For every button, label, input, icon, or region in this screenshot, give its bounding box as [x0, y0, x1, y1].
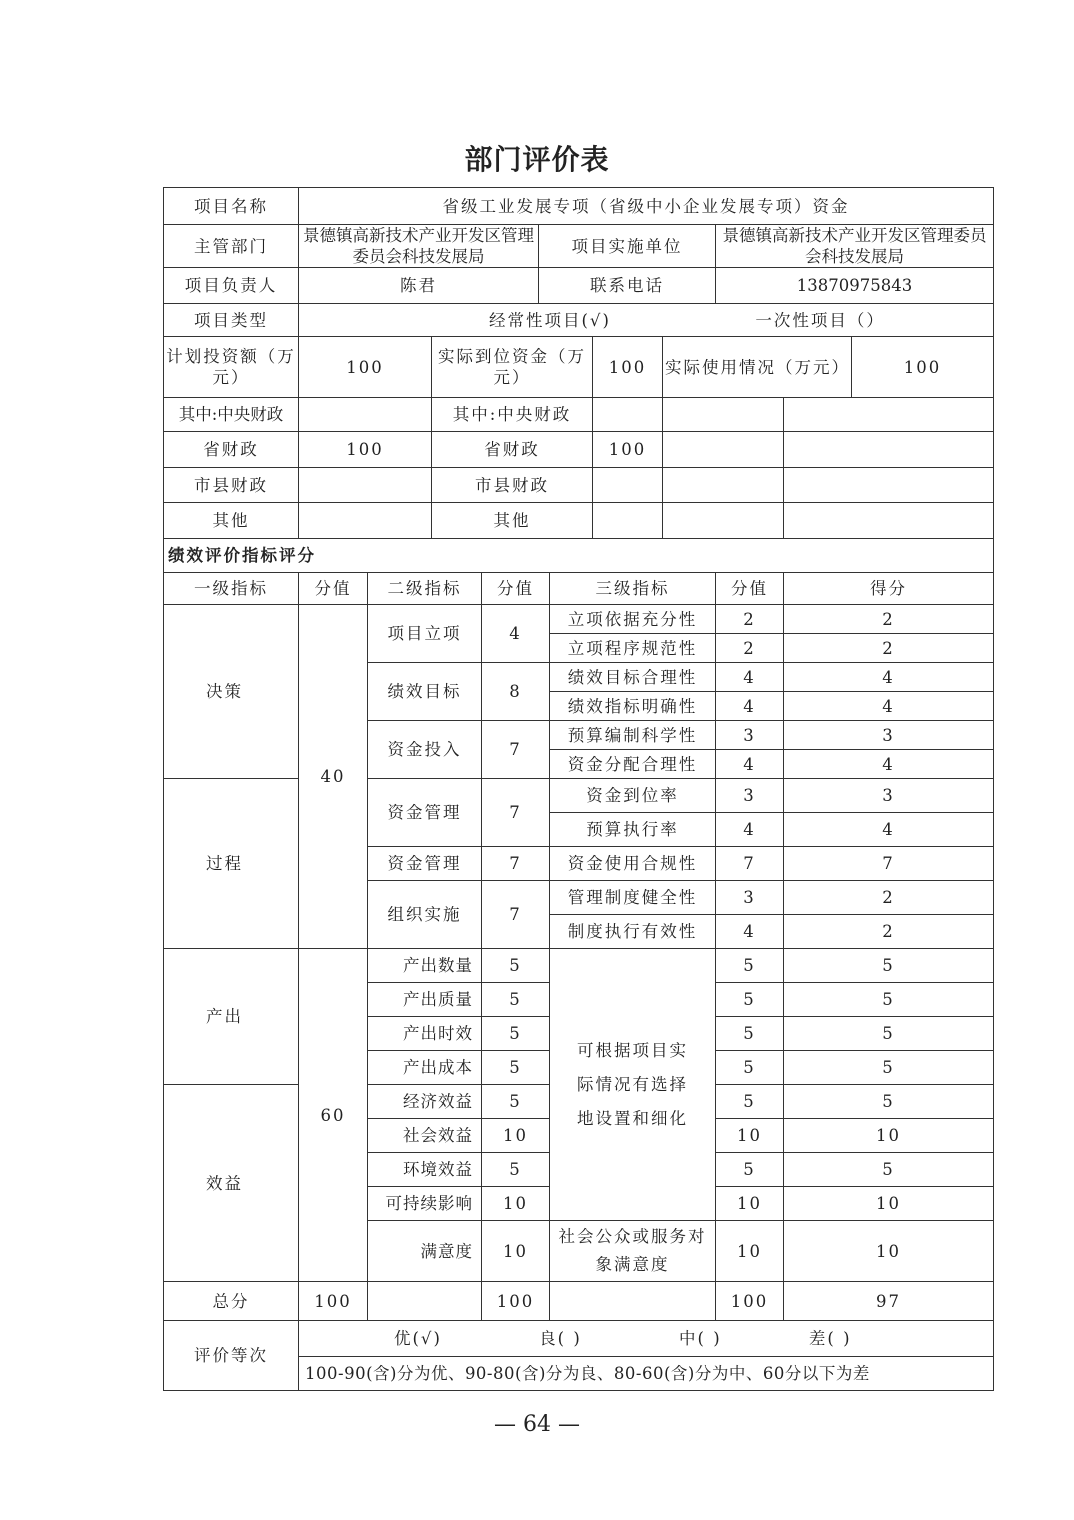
level2-indicator: 产出成本	[368, 1051, 482, 1085]
level2-indicator: 绩效目标	[368, 663, 482, 721]
level1-indicator: 决策	[164, 605, 299, 779]
total-label: 总分	[164, 1282, 299, 1321]
level3-score: 5	[716, 983, 784, 1017]
other-arrived-label: 其他	[432, 503, 593, 539]
grade-medium: 中( )	[679, 1329, 722, 1348]
level2-indicator: 产出数量	[368, 949, 482, 983]
level2-score: 10	[482, 1187, 550, 1221]
project-name: 省级工业发展专项（省级中小企业发展专项）资金	[299, 188, 994, 225]
plan-value: 100	[299, 337, 432, 398]
level3-indicator: 绩效目标合理性	[550, 663, 716, 692]
level1-indicator: 过程	[164, 779, 299, 949]
level2-score: 5	[482, 1017, 550, 1051]
level2-indicator: 项目立项	[368, 605, 482, 663]
level3-indicator: 资金到位率	[550, 779, 716, 813]
other-arrived	[593, 503, 663, 539]
level3-indicator: 立项依据充分性	[550, 605, 716, 634]
header-level1: 一级指标	[164, 573, 299, 605]
header-score: 分值	[299, 573, 368, 605]
city-label: 市县财政	[164, 468, 299, 503]
level3-score: 2	[716, 634, 784, 663]
level3-score: 10	[716, 1187, 784, 1221]
other-plan	[299, 503, 432, 539]
impl: 景德镇高新技术产业开发区管理委员会科技发展局	[716, 225, 994, 268]
level3-got: 7	[784, 847, 994, 881]
central-label: 其中:中央财政	[164, 398, 299, 432]
level3-score: 4	[716, 750, 784, 779]
empty-cell	[663, 432, 784, 468]
level3-score: 5	[716, 949, 784, 983]
level3-got: 4	[784, 750, 994, 779]
grade-poor: 差( )	[808, 1329, 852, 1348]
empty-cell	[784, 398, 994, 432]
central-plan	[299, 398, 432, 432]
arrived-value: 100	[593, 337, 663, 398]
level3-got: 2	[784, 605, 994, 634]
level3-score: 5	[716, 1153, 784, 1187]
level1-indicator: 效益	[164, 1085, 299, 1282]
city-arrived	[593, 468, 663, 503]
level3-score: 5	[716, 1085, 784, 1119]
level3-indicator: 绩效指标明确性	[550, 692, 716, 721]
level2-indicator: 满意度	[368, 1221, 482, 1282]
level3-score: 3	[716, 881, 784, 915]
grade-criteria: 100-90(含)分为优、90-80(含)分为良、80-60(含)分为中、60分以下为差	[299, 1357, 994, 1391]
level3-got: 2	[784, 634, 994, 663]
header-score: 分值	[482, 573, 550, 605]
level3-got: 3	[784, 721, 994, 750]
page-number: — 64 —	[494, 1412, 580, 1437]
central-arrived-label: 其中:中央财政	[432, 398, 593, 432]
level3-got: 5	[784, 1153, 994, 1187]
type-once: 一次性项目（）	[755, 310, 885, 330]
level3-got: 10	[784, 1187, 994, 1221]
level3-indicator: 预算执行率	[550, 813, 716, 847]
level3-indicator: 管理制度健全性	[550, 881, 716, 915]
level3-got: 5	[784, 1085, 994, 1119]
used-value: 100	[852, 337, 994, 398]
level2-score: 5	[482, 949, 550, 983]
dept: 景德镇高新技术产业开发区管理委员会科技发展局	[299, 225, 539, 268]
level3-score: 10	[716, 1221, 784, 1282]
arrived-label: 实际到位资金（万元）	[432, 337, 593, 398]
empty-cell	[663, 398, 784, 432]
owner-label: 项目负责人	[164, 268, 299, 304]
level2-score: 5	[482, 983, 550, 1017]
level1-score: 60	[299, 949, 368, 1282]
level2-score: 5	[482, 1085, 550, 1119]
level3-got: 5	[784, 1017, 994, 1051]
level2-indicator: 产出时效	[368, 1017, 482, 1051]
level3-score: 3	[716, 779, 784, 813]
empty-cell	[663, 503, 784, 539]
other-label: 其他	[164, 503, 299, 539]
level2-score: 7	[482, 881, 550, 949]
table-row	[164, 605, 994, 634]
province-plan: 100	[299, 432, 432, 468]
section-title: 绩效评价指标评分	[164, 539, 994, 573]
page-title: 部门评价表	[464, 143, 610, 176]
evaluation-table	[163, 187, 994, 1391]
impl-label: 项目实施单位	[539, 225, 716, 268]
table-row	[164, 779, 994, 813]
level2-score: 8	[482, 663, 550, 721]
empty-cell	[663, 468, 784, 503]
level2-score: 7	[482, 779, 550, 847]
level3-got: 2	[784, 881, 994, 915]
level3-indicator: 立项程序规范性	[550, 634, 716, 663]
level3-indicator: 预算编制科学性	[550, 721, 716, 750]
total-level2-score: 100	[482, 1282, 550, 1321]
level3-score: 7	[716, 847, 784, 881]
empty-cell	[784, 503, 994, 539]
level3-score: 5	[716, 1017, 784, 1051]
level3-score: 4	[716, 663, 784, 692]
header-got: 得分	[784, 573, 994, 605]
empty-cell	[550, 1282, 716, 1321]
level3-note: 可根据项目实际情况有选择地设置和细化	[550, 949, 716, 1221]
level2-indicator: 组织实施	[368, 881, 482, 949]
level3-got: 2	[784, 915, 994, 949]
level3-got: 4	[784, 663, 994, 692]
level2-score: 10	[482, 1119, 550, 1153]
level3-got: 10	[784, 1221, 994, 1282]
level3-indicator: 社会公众或服务对象满意度	[550, 1221, 716, 1282]
level2-indicator: 可持续影响	[368, 1187, 482, 1221]
phone-label: 联系电话	[539, 268, 716, 304]
total-got: 97	[784, 1282, 994, 1321]
province-arrived: 100	[593, 432, 663, 468]
header-level3: 三级指标	[550, 573, 716, 605]
level3-indicator: 制度执行有效性	[550, 915, 716, 949]
project-name-label: 项目名称	[164, 188, 299, 225]
level2-indicator: 环境效益	[368, 1153, 482, 1187]
used-label: 实际使用情况（万元）	[663, 337, 852, 398]
grade-label: 评价等次	[164, 1321, 299, 1391]
level2-indicator: 社会效益	[368, 1119, 482, 1153]
dept-label: 主管部门	[164, 225, 299, 268]
central-arrived	[593, 398, 663, 432]
level2-score: 5	[482, 1153, 550, 1187]
phone: 13870975843	[716, 268, 994, 304]
province-label: 省财政	[164, 432, 299, 468]
total-level1-score: 100	[299, 1282, 368, 1321]
city-plan	[299, 468, 432, 503]
level2-score: 7	[482, 847, 550, 881]
level3-got: 5	[784, 949, 994, 983]
level2-indicator: 经济效益	[368, 1085, 482, 1119]
province-arrived-label: 省财政	[432, 432, 593, 468]
table-row	[164, 949, 994, 983]
level2-score: 5	[482, 1051, 550, 1085]
level3-got: 3	[784, 779, 994, 813]
empty-cell	[784, 468, 994, 503]
level3-indicator: 资金分配合理性	[550, 750, 716, 779]
level3-got: 4	[784, 813, 994, 847]
empty-cell	[784, 432, 994, 468]
header-level2: 二级指标	[368, 573, 482, 605]
level2-score: 10	[482, 1221, 550, 1282]
level2-indicator: 资金投入	[368, 721, 482, 779]
city-arrived-label: 市县财政	[432, 468, 593, 503]
level3-score: 2	[716, 605, 784, 634]
level2-indicator: 资金管理	[368, 779, 482, 847]
type-regular: 经常性项目(√)	[489, 310, 611, 330]
level3-score: 4	[716, 813, 784, 847]
level3-score: 4	[716, 692, 784, 721]
level2-score: 7	[482, 721, 550, 779]
level2-indicator: 产出质量	[368, 983, 482, 1017]
level3-score: 3	[716, 721, 784, 750]
level2-score: 4	[482, 605, 550, 663]
total-level3-score: 100	[716, 1282, 784, 1321]
level2-indicator: 资金管理	[368, 847, 482, 881]
level3-got: 10	[784, 1119, 994, 1153]
level1-indicator: 产出	[164, 949, 299, 1085]
type-label: 项目类型	[164, 304, 299, 337]
grade-excellent: 优(√)	[394, 1329, 442, 1348]
level3-got: 5	[784, 983, 994, 1017]
level3-score: 4	[716, 915, 784, 949]
level3-score: 5	[716, 1051, 784, 1085]
grade-good: 良( )	[539, 1329, 582, 1348]
level3-got: 5	[784, 1051, 994, 1085]
header-score: 分值	[716, 573, 784, 605]
level3-indicator: 资金使用合规性	[550, 847, 716, 881]
level3-score: 10	[716, 1119, 784, 1153]
level1-score: 40	[299, 605, 368, 949]
level3-got: 4	[784, 692, 994, 721]
plan-label: 计划投资额（万元）	[164, 337, 299, 398]
empty-cell	[368, 1282, 482, 1321]
owner: 陈君	[299, 268, 539, 304]
